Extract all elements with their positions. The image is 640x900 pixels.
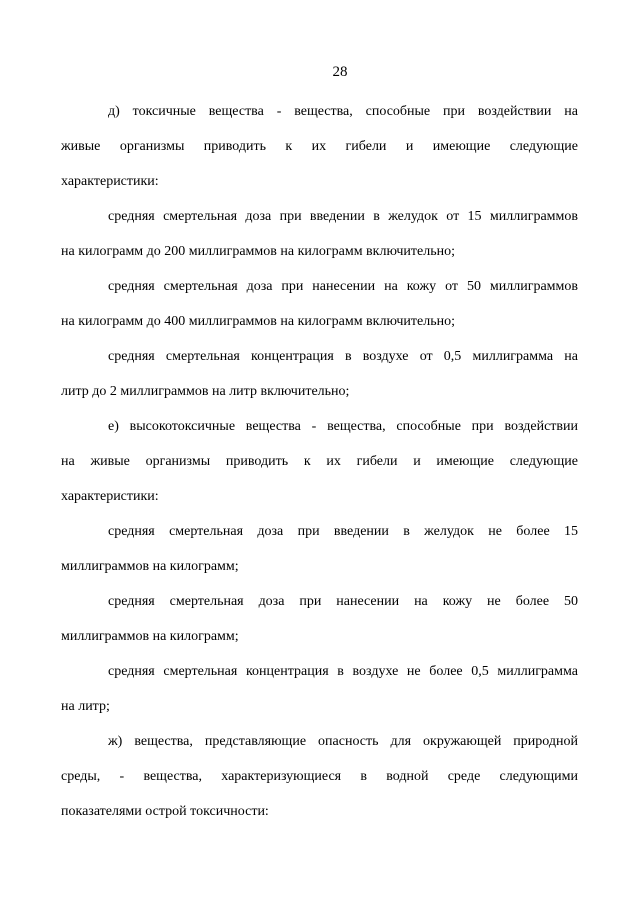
paragraph-air-concentration-high xyxy=(61,654,578,724)
paragraph-highly-toxic-substances xyxy=(61,409,578,514)
text-line: характеристики: xyxy=(61,174,159,189)
text-line: миллиграммов на килограмм; xyxy=(61,559,239,574)
paragraph-environmental-hazard xyxy=(61,724,578,829)
paragraph-oral-dose-high xyxy=(61,514,578,584)
document-body xyxy=(61,94,578,829)
text-line: на килограмм до 200 миллиграммов на килограмм включительно; xyxy=(61,244,455,259)
text-line: характеристики: xyxy=(61,489,159,504)
text-line: д) токсичные вещества - вещества, способные при воздействии на xyxy=(108,104,578,119)
text-line: показателями острой токсичности: xyxy=(61,804,269,819)
text-line: на килограмм до 400 миллиграммов на килограмм включительно; xyxy=(61,314,455,329)
paragraph-oral-dose xyxy=(61,199,578,269)
text-line: миллиграммов на килограмм; xyxy=(61,629,239,644)
text-line: средняя смертельная доза при введении в желудок не более 15 xyxy=(108,524,578,539)
text-line: средняя смертельная доза при введении в желудок от 15 миллиграммов xyxy=(108,209,578,224)
text-line: живые организмы приводить к их гибели и имеющие следующие xyxy=(61,139,578,154)
text-line: е) высокотоксичные вещества - вещества, способные при воздействии xyxy=(108,419,578,434)
text-line: ж) вещества, представляющие опасность для окружающей природной xyxy=(108,734,578,749)
text-line: средняя смертельная концентрация в воздухе от 0,5 миллиграмма на xyxy=(108,349,578,364)
text-line: литр до 2 миллиграммов на литр включительно; xyxy=(61,384,350,399)
text-line: на литр; xyxy=(61,699,110,714)
paragraph-air-concentration xyxy=(61,339,578,409)
text-line: среды, - вещества, характеризующиеся в водной среде следующими xyxy=(61,769,578,784)
paragraph-dermal-dose xyxy=(61,269,578,339)
paragraph-toxic-substances xyxy=(61,94,578,199)
text-line: средняя смертельная доза при нанесении на кожу от 50 миллиграммов xyxy=(108,279,578,294)
text-line: на живые организмы приводить к их гибели и имеющие следующие xyxy=(61,454,578,469)
text-line: средняя смертельная концентрация в воздухе не более 0,5 миллиграмма xyxy=(108,664,578,679)
paragraph-dermal-dose-high xyxy=(61,584,578,654)
text-line: средняя смертельная доза при нанесении на кожу не более 50 xyxy=(108,594,578,609)
page-number: 28 xyxy=(332,64,348,80)
